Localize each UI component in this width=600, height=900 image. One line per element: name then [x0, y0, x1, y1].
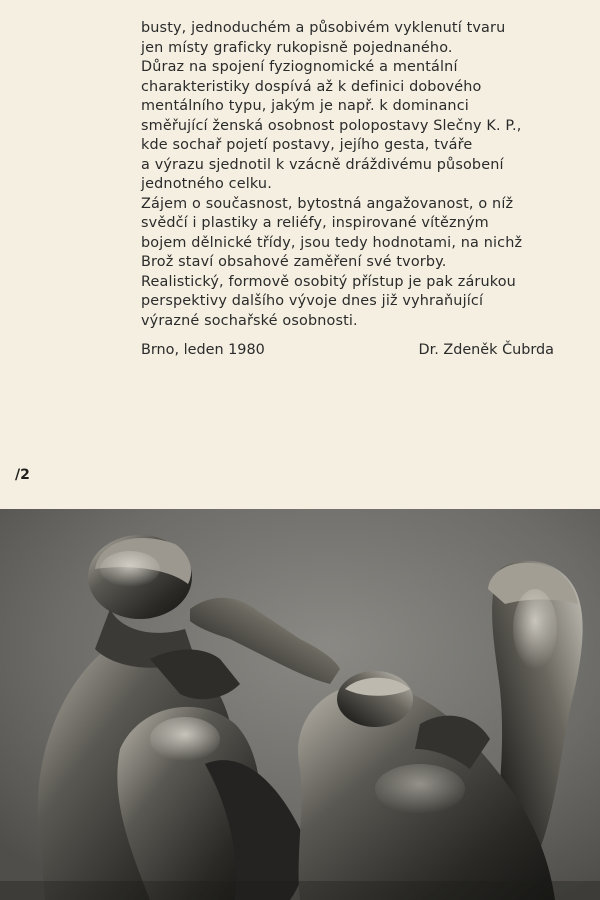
text-line: Důraz na spojení fyziognomické a mentální [141, 59, 458, 75]
author-name: Dr. Zdeněk Čubrda [418, 342, 554, 358]
text-line: směřující ženská osobnost polopostavy Slečny K. P., [141, 117, 522, 134]
signature-row [141, 341, 554, 361]
text-line: jednotného celku. [141, 176, 272, 192]
sculpture-photo [0, 509, 600, 900]
text-line: perspektivy dalšího vývoje dnes již vyhraňující [141, 293, 484, 309]
place-date: Brno, leden 1980 [141, 342, 265, 358]
text-line: bojem dělnické třídy, jsou tedy hodnotami, na nichž [141, 234, 523, 251]
text-line: svědčí i plastiky a reliéfy, inspirované vítězným [141, 215, 489, 231]
text-line: Zájem o současnost, bytostná angažovanost, o níž [141, 195, 514, 212]
text-line: jen místy graficky rukopisně pojednaného. [141, 39, 453, 56]
body-text [141, 19, 561, 331]
text-line: Brož staví obsahové zaměření své tvorby. [141, 254, 447, 270]
text-line: Realistický, formově osobitý přístup je pak zárukou [141, 273, 516, 290]
sculpture-illustration [0, 509, 600, 900]
page-number: /2 [15, 467, 30, 483]
text-line: mentálního typu, jakým je např. k dominanci [141, 98, 469, 114]
text-line: busty, jednoduchém a působivém vyklenutí tvaru [141, 20, 506, 36]
text-line: a výrazu sjednotil k vzácně dráždivému působení [141, 156, 504, 173]
text-line: výrazné sochařské osobnosti. [141, 312, 358, 329]
text-line: charakteristiky dospívá až k definici dobového [141, 78, 482, 95]
text-line: kde sochař pojetí postavy, jejího gesta, tváře [141, 137, 473, 153]
